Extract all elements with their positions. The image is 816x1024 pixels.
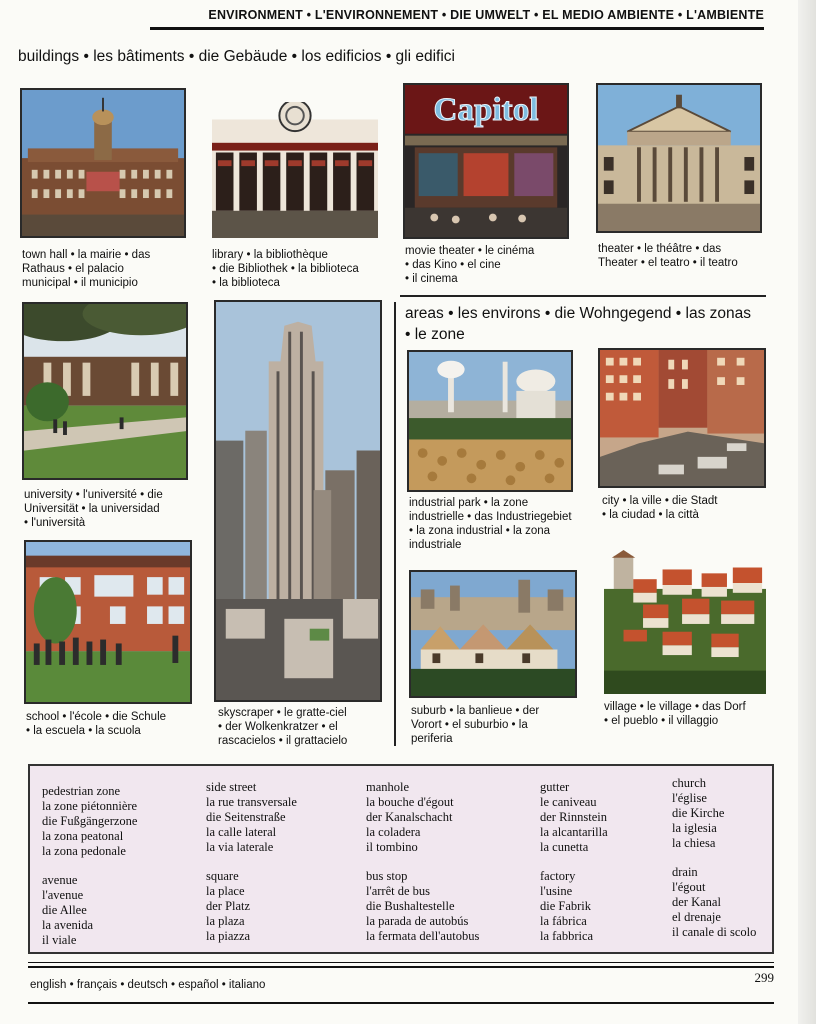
vocabulary-box [28,764,774,954]
running-header: ENVIRONMENT • L'ENVIRONNEMENT • DIE UMWELT • EL MEDIO AMBIENTE • L'AMBIENTE [208,8,764,22]
vocab-group: factory l'usine die Fabrik la fábrica la fabbrica [540,869,594,943]
skyscraper-photo [214,300,382,702]
header-rule [150,27,764,30]
vocab-column-5 [672,776,756,954]
section-title-buildings: buildings • les bâtiments • die Gebäude • los edificios • gli edifici [18,48,455,65]
suburb-photo [409,570,577,698]
vocab-group: bus stop l'arrêt de bus die Bushaltestelle la parada de autobús la fermata dell'autobus [366,869,480,943]
movie-theater-photo [403,83,569,239]
university-photo [22,302,188,480]
caption-movie-theater: movie theater • le cinéma • das Kino • el cine • il cinema [405,245,535,285]
vocab-group: square la place der Platz la plaza la piazza [206,869,251,943]
areas-top-rule [400,295,766,297]
theater-photo [596,83,762,233]
caption-library: library • la bibliothèque • die Bibliothek • la biblioteca • la biblioteca [212,249,359,289]
bottom-rule [28,1002,774,1004]
caption-village: village • le village • das Dorf • el pueblo • il villaggio [604,701,746,727]
village-photo [602,548,768,696]
vocab-column-3 [366,780,479,958]
footer-languages: english • français • deutsch • español • italiano [30,979,266,991]
school-photo [24,540,192,704]
vocab-group: side street la rue transversale die Seitenstraße la calle lateral la via laterale [206,780,297,854]
vocab-column-4 [540,780,608,958]
section-title-areas-line2: • le zone [405,326,465,343]
page-edge [798,0,816,1024]
areas-left-rule [394,302,396,746]
caption-school: school • l'école • die Schule • la escuela • la scuola [26,711,167,737]
vocab-group: drain l'égout der Kanal el drenaje il canale di scolo [672,865,757,939]
caption-town-hall: town hall • la mairie • das Rathaus • el palacio municipal • il municipio [22,249,151,289]
footer-rule-thin [28,962,774,963]
industrial-park-photo [407,350,573,492]
vocab-group: avenue l'avenue die Allee la avenida il viale [42,873,94,947]
caption-university: university • l'université • die Universität • la universidad • l'università [24,489,163,529]
footer-rule-thick [28,966,774,968]
vocab-group: pedestrian zone la zone piétonnière die Fußgängerzone la zona peatonal la zona pedonale [42,784,138,858]
caption-city: city • la ville • die Stadt • la ciudad • la città [602,495,718,521]
caption-theater: theater • le théâtre • das Theater • el teatro • il teatro [598,243,738,269]
vocab-group: gutter le caniveau der Rinnstein la alcantarilla la cunetta [540,780,608,854]
capitol-sign: Capitol [433,91,539,129]
vocab-group: manhole la bouche d'égout der Kanalschacht la coladera il tombino [366,780,454,854]
caption-suburb: suburb • la banlieue • der Vorort • el suburbio • la periferia [411,705,540,745]
town-hall-photo [20,88,186,238]
caption-skyscraper: skyscraper • le gratte-ciel • der Wolkenkratzer • el rascacielos • il grattacielo [218,707,348,747]
library-photo [210,100,380,240]
city-photo [598,348,766,488]
page-number: 299 [754,970,774,985]
vocab-group: church l'église die Kirche la iglesia la chiesa [672,776,725,850]
vocab-column-2 [206,780,297,958]
section-title-areas-line1: areas • les environs • die Wohngegend • las zonas [405,305,752,322]
caption-industrial-park: industrial park • la zone industrielle • das Industriegebiet • la zona industrial • la zona industriale [409,497,572,551]
vocab-column-1 [42,784,137,962]
